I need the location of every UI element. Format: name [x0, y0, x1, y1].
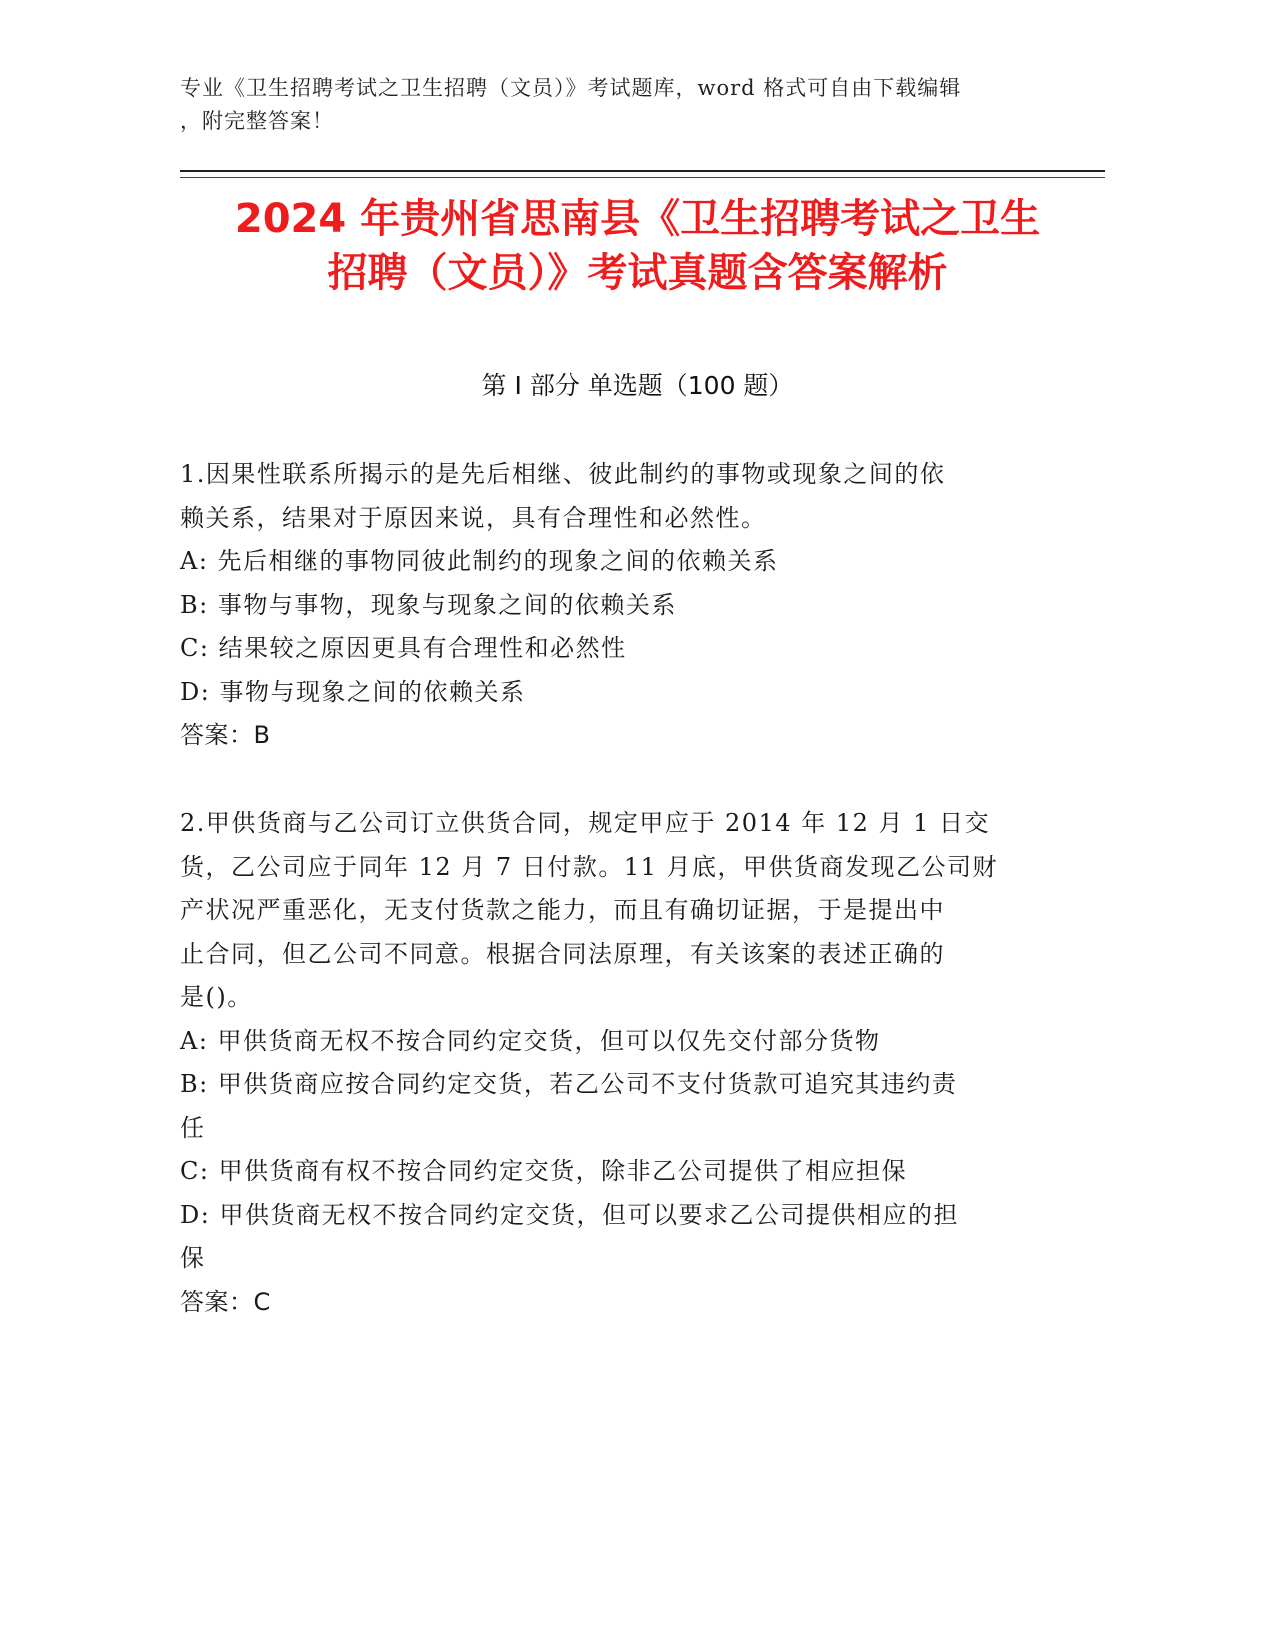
question-block: [180, 802, 1080, 1324]
option-d: D: 甲供货商无权不按合同约定交货，但可以要求乙公司提供相应的担: [180, 1200, 959, 1229]
option-a: A: 先后相继的事物同彼此制约的现象之间的依赖关系: [180, 547, 779, 575]
question-stem-line: 是()。: [180, 983, 253, 1011]
answer-line: 答案：B: [180, 721, 271, 749]
option-c: C: 甲供货商有权不按合同约定交货，除非乙公司提供了相应担保: [180, 1157, 908, 1185]
option-c: C: 结果较之原因更具有合理性和必然性: [180, 634, 627, 662]
option-d-continued: 保: [180, 1244, 206, 1272]
header-note-line: 专业《卫生招聘考试之卫生招聘（文员）》考试题库，word 格式可自由下载编辑: [180, 76, 962, 100]
header-note: [180, 72, 1060, 138]
question-stem-line: 止合同，但乙公司不同意。根据合同法原理，有关该案的表述正确的: [180, 939, 945, 968]
header-divider-thick: [180, 170, 1105, 172]
header-note-line: ，附完整答案！: [180, 109, 334, 133]
title-line: 2024 年贵州省思南县《卫生招聘考试之卫生: [234, 196, 1041, 242]
question-block: [180, 453, 1080, 758]
question-stem-line: 产状况严重恶化，无支付货款之能力，而且有确切证据，于是提出中: [180, 896, 945, 924]
title-line: 招聘（文员）》考试真题含答案解析: [327, 250, 948, 296]
question-stem-line: 2.甲供货商与乙公司订立供货合同，规定甲应于 2014 年 12 月 1 日交: [180, 809, 991, 837]
option-b: B: 事物与事物，现象与现象之间的依赖关系: [180, 590, 677, 619]
question-stem-line: 1.因果性联系所揭示的是先后相继、彼此制约的事物或现象之间的依: [180, 460, 946, 488]
question-stem-line: 赖关系，结果对于原因来说，具有合理性和必然性。: [180, 503, 767, 532]
option-a: A: 甲供货商无权不按合同约定交货，但可以仅先交付部分货物: [180, 1026, 881, 1055]
section-heading: 第 I 部分 单选题（100 题）: [481, 371, 794, 400]
answer-line: 答案：C: [180, 1287, 271, 1316]
option-d: D: 事物与现象之间的依赖关系: [180, 677, 526, 706]
header-divider-thin: [180, 177, 1105, 178]
option-b: B: 甲供货商应按合同约定交货，若乙公司不支付货款可追究其违约责: [180, 1070, 958, 1098]
question-stem-line: 货，乙公司应于同年 12 月 7 日付款。11 月底，甲供货商发现乙公司财: [180, 852, 998, 881]
document-title: [150, 192, 1125, 300]
option-b-continued: 任: [180, 1113, 206, 1142]
